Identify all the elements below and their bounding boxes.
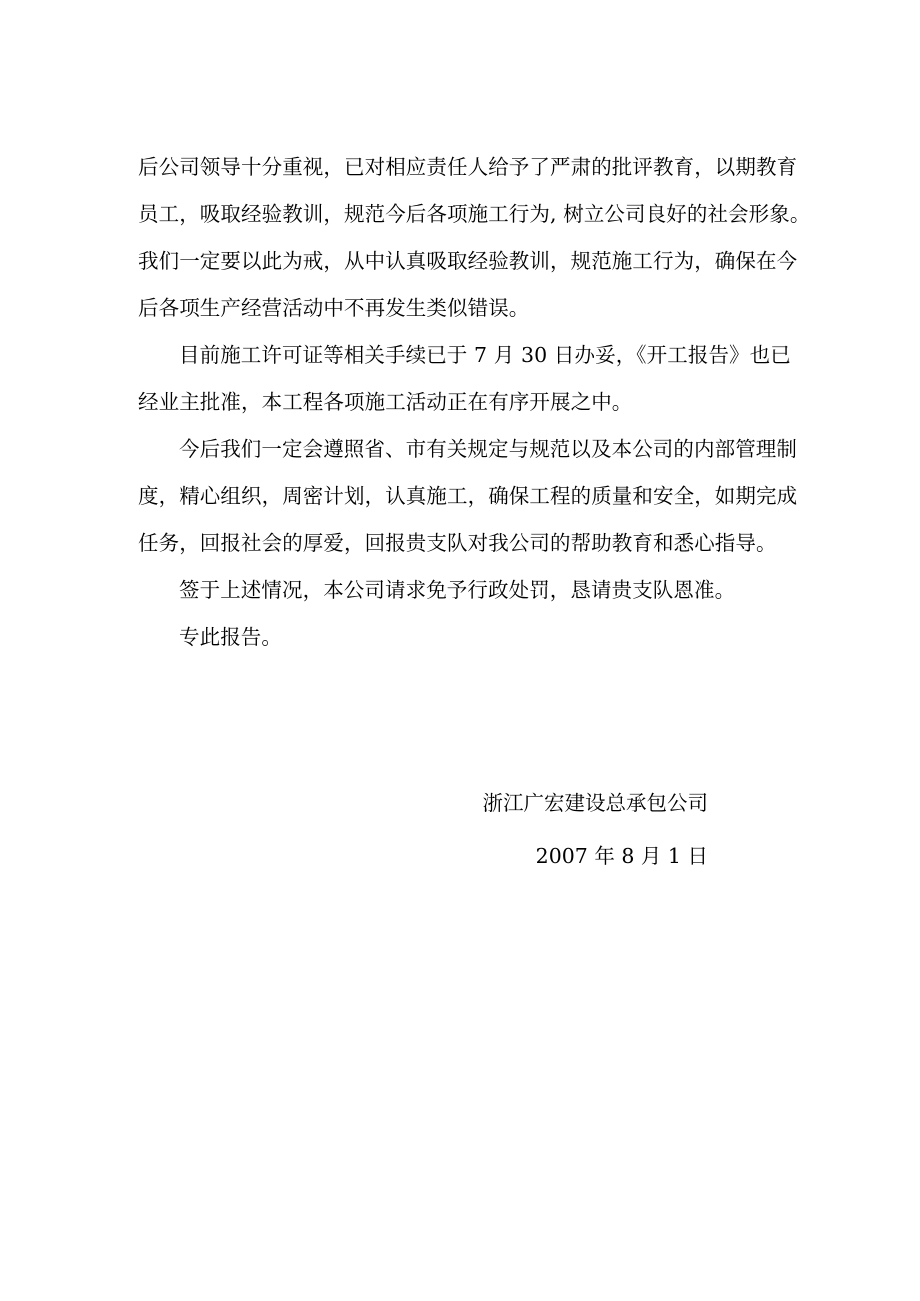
paragraph-line-1: 后公司领导十分重视，已对相应责任人给予了严肃的批评教育，以期教育 (138, 155, 798, 179)
paragraph-line-4: 后各项生产经营活动中不再发生类似错误。 (138, 296, 530, 320)
paragraph-line-2: 员工，吸取经验教训，规范今后各项施工行为, 树立公司良好的社会形象。 (138, 202, 811, 226)
document-body (138, 147, 811, 664)
signature-date: 2007 年 8 月 1 日 (535, 844, 708, 868)
paragraph-line-7: 今后我们一定会遵照省、市有关规定与规范以及本公司的内部管理制 (179, 437, 797, 461)
paragraph-line-9: 任务，回报社会的厚爱，回报贵支队对我公司的帮助教育和悉心指导。 (138, 531, 777, 555)
paragraph-line-6: 经业主批准，本工程各项施工活动正在有序开展之中。 (138, 390, 633, 414)
paragraph-line-3: 我们一定要以此为戒，从中认真吸取经验教训，规范施工行为，确保在今 (138, 249, 798, 273)
paragraph-line-11: 专此报告。 (179, 625, 282, 649)
signature-company: 浙江广宏建设总承包公司 (482, 791, 708, 815)
paragraph-line-8: 度，精心组织，周密计划，认真施工，确保工程的质量和安全，如期完成 (138, 484, 798, 508)
signature-block (0, 783, 708, 876)
paragraph-line-10: 签于上述情况，本公司请求免予行政处罚，恳请贵支队恩准。 (179, 578, 736, 602)
paragraph-line-5: 目前施工许可证等相关手续已于 7 月 30 日办妥，《开工报告》也已 (179, 343, 791, 367)
